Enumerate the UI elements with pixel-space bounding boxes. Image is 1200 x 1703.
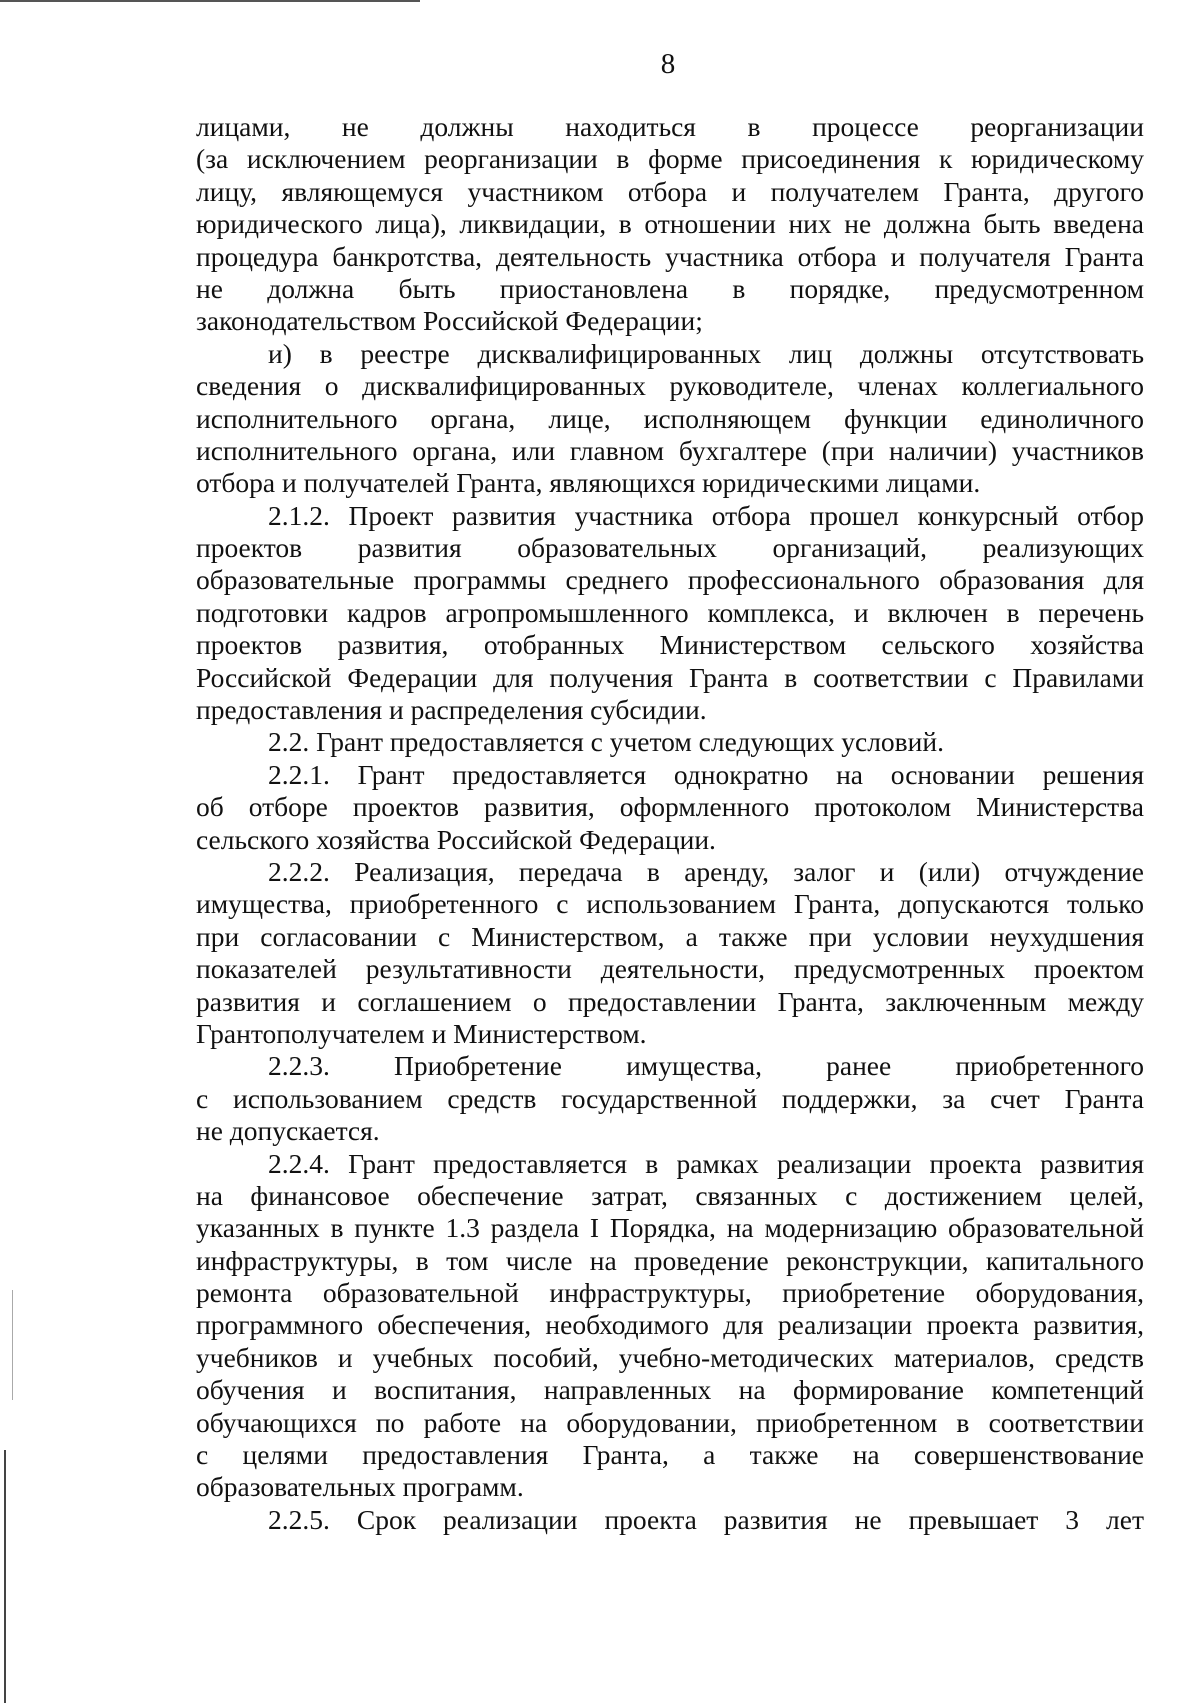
text-line: образовательных программ.	[196, 1471, 524, 1503]
text-line: исполнительного органа, лице, исполняющем функции единоличного	[196, 402, 1144, 434]
text-line: показателей результативности деятельности, предусмотренных проектом	[196, 953, 1144, 985]
text-line: лицами, не должны находиться в процессе реорганизации	[196, 111, 1144, 142]
text-line: и) в реестре дисквалифицированных лиц должны отсутствовать	[268, 337, 1144, 369]
text-line: отбора и получателей Гранта, являющихся юридическими лицами.	[196, 467, 981, 499]
text-line: на финансовое обеспечение затрат, связанных с достижением целей,	[196, 1179, 1144, 1211]
text-line: юридического лица), ликвидации, в отношении них не должна быть введена	[196, 208, 1144, 240]
text-line: сведения о дисквалифицированных руководителе, членах коллегиального	[196, 370, 1144, 402]
text-line: исполнительного органа, или главном бухгалтере (при наличии) участников	[196, 434, 1144, 466]
text-line: 2.2. Грант предоставляется с учетом следующих условий.	[268, 726, 944, 758]
text-line: программного обеспечения, необходимого для реализации проекта развития,	[196, 1309, 1144, 1341]
text-line: развития и соглашением о предоставлении Гранта, заключенным между	[196, 985, 1144, 1017]
text-line: законодательством Российской Федерации;	[196, 305, 703, 337]
scan-edge-left	[4, 1450, 6, 1703]
text-line: имущества, приобретенного с использованием Гранта, допускаются только	[196, 888, 1144, 920]
text-line: (за исключением реорганизации в форме присоединения к юридическому	[196, 143, 1144, 175]
text-line: обучения и воспитания, направленных на формирование компетенций	[196, 1374, 1144, 1406]
text-line: 2.2.4. Грант предоставляется в рамках реализации проекта развития	[268, 1147, 1144, 1179]
text-line: при согласовании с Министерством, а также при условии неухудшения	[196, 920, 1144, 952]
text-line: 2.2.5. Срок реализации проекта развития не превышает 3 лет	[268, 1503, 1144, 1535]
text-line: Грантополучателем и Министерством.	[196, 1017, 647, 1049]
text-line: сельского хозяйства Российской Федерации.	[196, 823, 716, 855]
scan-edge-top	[0, 0, 420, 2]
text-line: 2.2.3. Приобретение имущества, ранее приобретенного	[268, 1050, 1144, 1082]
text-line: проектов развития образовательных организаций, реализующих	[196, 532, 1144, 564]
text-line: подготовки кадров агропромышленного комплекса, и включен в перечень	[196, 596, 1144, 628]
page-number: 8	[660, 48, 676, 80]
text-line: предоставления и распределения субсидии.	[196, 694, 707, 726]
text-line: 2.1.2. Проект развития участника отбора прошел конкурсный отбор	[268, 499, 1144, 531]
text-line: указанных в пункте 1.3 раздела I Порядка, на модернизацию образовательной	[196, 1212, 1144, 1244]
text-line: учебников и учебных пособий, учебно-методических материалов, средств	[196, 1341, 1144, 1373]
text-line: ремонта образовательной инфраструктуры, приобретение оборудования,	[196, 1277, 1144, 1309]
scan-edge-left-faint	[12, 1290, 13, 1400]
text-line: процедура банкротства, деятельность участника отбора и получателя Гранта	[196, 240, 1144, 272]
text-line: об отборе проектов развития, оформленного протоколом Министерства	[196, 791, 1144, 823]
text-line: обучающихся по работе на оборудовании, приобретенном в соответствии	[196, 1406, 1144, 1438]
text-line: лицу, являющемуся участником отбора и получателем Гранта, другого	[196, 175, 1144, 207]
document-body	[196, 111, 1144, 1536]
text-line: инфраструктуры, в том числе на проведение реконструкции, капитального	[196, 1244, 1144, 1276]
text-line: не допускается.	[196, 1115, 380, 1147]
text-line: Российской Федерации для получения Гранта в соответствии с Правилами	[196, 661, 1144, 693]
text-line: с использованием средств государственной поддержки, за счет Гранта	[196, 1082, 1144, 1114]
text-line: проектов развития, отобранных Министерством сельского хозяйства	[196, 629, 1144, 661]
text-line: с целями предоставления Гранта, а также на совершенствование	[196, 1439, 1144, 1471]
text-line: 2.2.2. Реализация, передача в аренду, залог и (или) отчуждение	[268, 855, 1144, 887]
text-line: 2.2.1. Грант предоставляется однократно на основании решения	[268, 758, 1144, 790]
text-line: не должна быть приостановлена в порядке, предусмотренном	[196, 272, 1144, 304]
text-line: образовательные программы среднего профессионального образования для	[196, 564, 1144, 596]
